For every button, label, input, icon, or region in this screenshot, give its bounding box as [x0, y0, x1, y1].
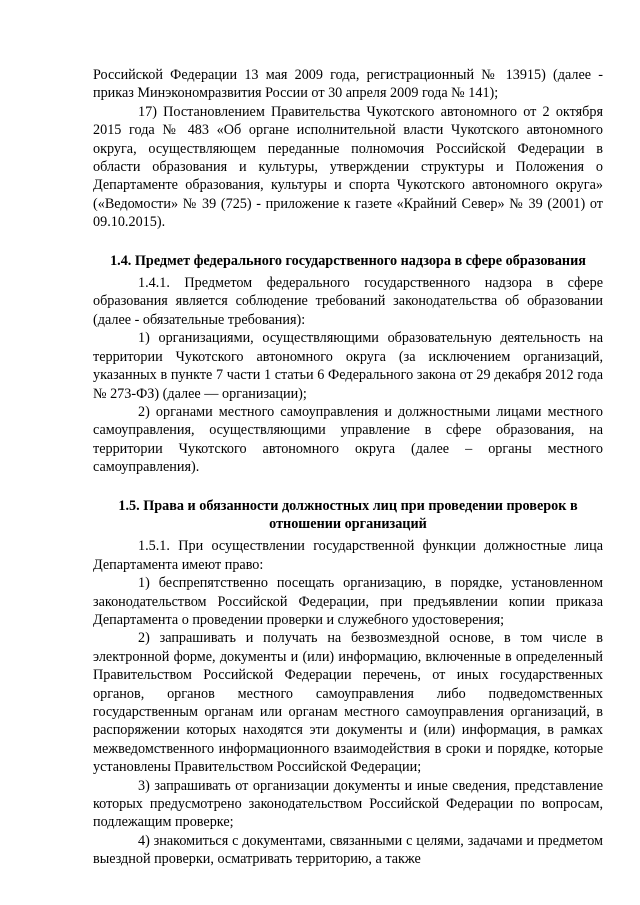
- section-1-5-paragraph-4: 3) запрашивать от организации документы и иные сведения, представление которых предусмотрено законодательством Российской Федерации по вопросам, подлежащим проверке;: [93, 777, 603, 831]
- section-1-4-paragraph-3: 2) органами местного самоуправления и должностными лицами местного самоуправления, осуществляющими управление в сфере образования, на территории Чукотского автономного округа (далее – органы местного самоуправления).: [93, 403, 603, 476]
- section-1-4-paragraph-2: 1) организациями, осуществляющими образовательную деятельность на территории Чукотского автономного округа (за исключением организаций, указанных в пункте 7 части 1 статьи 6 Федерального закона от 29 декабря 2012 года № 273-ФЗ) (далее — организации);: [93, 330, 603, 402]
- intro-paragraph-2: 17) Постановлением Правительства Чукотского автономного от 2 октября 2015 года № 483 «Об органе исполнительной власти Чукотского автономного округа, осуществляющем переданные полномочия Российской Федерации в области образования и культуры, утверждении структуры и Положения о Департаменте образования, культуры и спорта Чукотского автономного округа» («Ведомости» № 39 (725) - приложение к газете «Крайний Север» № 39 (2001) от 09.10.2015).: [93, 103, 603, 231]
- section-1-5-paragraph-2: 1) беспрепятственно посещать организацию, в порядке, установленном законодательством Российской Федерации, при предъявлении копии приказа Департамента о проведении проверки и служебного удостоверения;: [93, 575, 603, 628]
- section-1-4-paragraph-1: 1.4.1. Предметом федерального государственного надзора в сфере образования является соблюдение требований законодательства об образовании (далее - обязательные требования):: [93, 275, 603, 328]
- section-1-5-heading: 1.5. Права и обязанности должностных лиц при проведении проверок в отношении организаций: [118, 497, 578, 532]
- section-1-4-heading: 1.4. Предмет федерального государственного надзора в сфере образования: [110, 252, 586, 269]
- section-1-5-paragraph-3: 2) запрашивать и получать на безвозмездной основе, в том числе в электронной форме, документы и (или) информацию, включенные в определенный Правительством Российской Федерации перечень, от иных государственных органов, органов местного самоуправления либо подведомственных государственным органам или органам местного самоуправления организаций, в распоряжении которых находятся эти документы и (или) информация, в рамках межведомственного информационного взаимодействия в сроки и порядке, которые установлены Правительством Российской Федерации;: [93, 630, 603, 776]
- section-1-5-paragraph-1: 1.5.1. При осуществлении государственной функции должностные лица Департамента имеют право:: [93, 538, 603, 573]
- intro-paragraph-1: Российской Федерации 13 мая 2009 года, регистрационный № 13915) (далее - приказ Минэкономразвития России от 30 апреля 2009 года № 141);: [93, 67, 603, 102]
- section-1-5-paragraph-5: 4) знакомиться с документами, связанными с целями, задачами и предметом выездной проверки, осматривать территорию, а также: [93, 832, 603, 868]
